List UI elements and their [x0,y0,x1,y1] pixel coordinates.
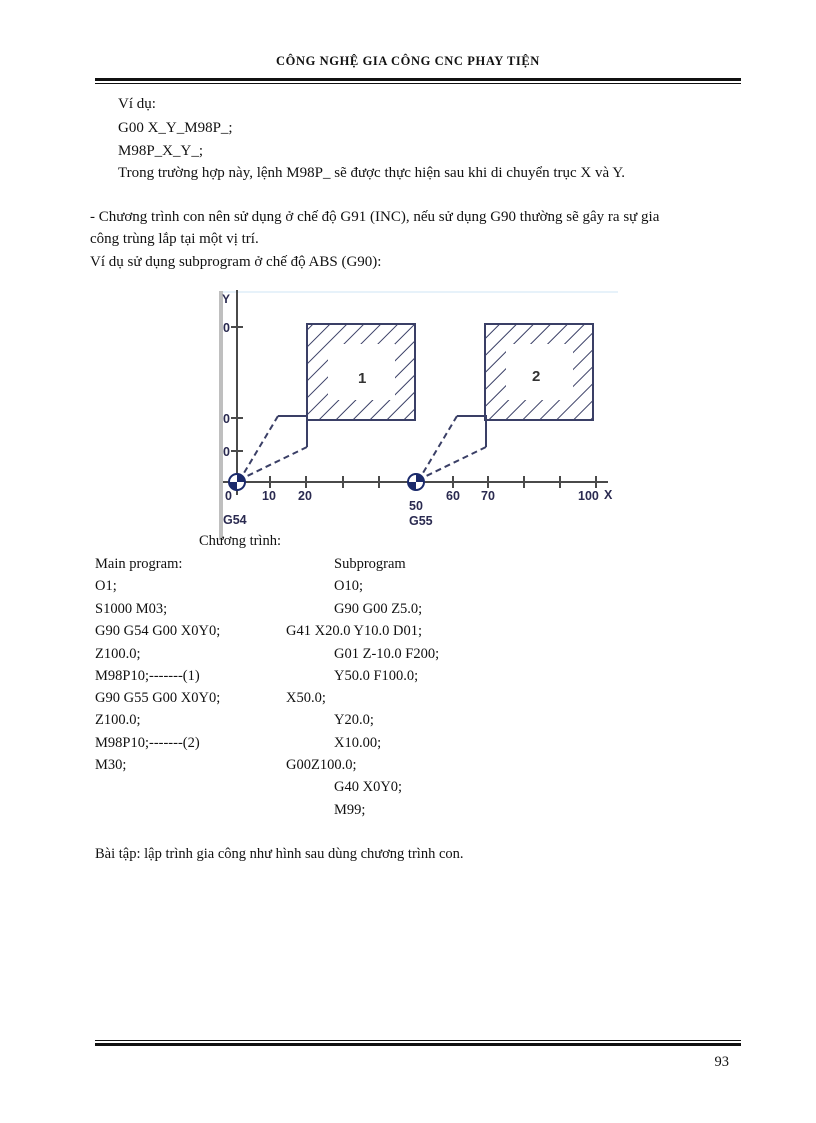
toolpath-2-dash-upper [420,416,457,478]
y-axis-label: Y [222,292,231,306]
toolpath-1-solid [278,416,307,447]
origin-g55-icon [408,474,424,490]
header-rule-thin [95,83,741,84]
main-line: M98P10;-------(2) [95,735,200,751]
main-line: O1; [95,578,117,594]
sub-line: G40 X0Y0; [334,779,403,795]
y-tick-label: 0 [223,412,230,426]
workpiece-1-label: 1 [358,370,367,387]
x-axis-label: X [604,488,613,502]
origin-g54-icon [229,474,245,490]
toolpath-2-solid [457,416,486,447]
note-line-2: công trùng lắp tại một vị trí. [90,231,259,247]
header-rule-thick [95,78,741,81]
x-tick-label: 50 [409,499,423,513]
sub-line: G01 Z-10.0 F200; [334,646,440,662]
exercise-text: Bài tập: lập trình gia công như hình sau dùng chương trình con. [95,846,464,862]
x-tick-label: 100 [578,489,599,503]
sub-line: X10.00; [334,735,382,751]
origin-g54-label: G54 [223,513,247,527]
workpiece-2-label: 2 [532,368,541,385]
footer-rule-thin [95,1040,741,1041]
example-line-2: M98P_X_Y_; [118,143,204,159]
sub-line: Y20.0; [334,712,374,728]
x-tick-label: 20 [298,489,312,503]
y-tick-label: 0 [223,445,230,459]
page-number: 93 [714,1054,729,1070]
origin-g55-label: G55 [409,514,433,528]
main-line: M30; [95,757,127,773]
x-tick-label: 0 [225,489,232,503]
main-line: G90 G55 G00 X0Y0; [95,690,221,706]
sub-line: O10; [334,578,363,594]
figure-caption: Chương trình: [199,533,281,549]
subprogram-figure [0,280,816,540]
x-tick-label: 60 [446,489,460,503]
y-tick-label: 0 [223,321,230,335]
sub-line: X50.0; [286,690,326,706]
sub-line: G00Z100.0; [286,757,357,773]
x-tick-label: 10 [262,489,276,503]
toolpath-1-dash-upper [241,416,278,478]
sub-line: G41 X20.0 Y10.0 D01; [286,623,423,639]
note-line-1: - Chương trình con nên sử dụng ở chế độ G91 (INC), nếu sử dụng G90 thường sẽ gây ra sự gia [90,209,660,225]
example-line-1: G00 X_Y_M98P_; [118,120,233,136]
note-line-3: Ví dụ sử dụng subprogram ở chế độ ABS (G90): [90,254,382,270]
main-line: M98P10;-------(1) [95,668,200,684]
main-line: S1000 M03; [95,601,168,617]
page-header-title: CÔNG NGHỆ GIA CÔNG CNC PHAY TIỆN [276,54,540,68]
main-program-header: Main program: [95,556,183,572]
footer-rule-thick [95,1043,741,1046]
sub-line: Y50.0 F100.0; [334,668,419,684]
subprogram-header: Subprogram [334,556,406,572]
x-tick-label: 70 [481,489,495,503]
main-line: Z100.0; [95,646,141,662]
main-line: Z100.0; [95,712,141,728]
sub-line: G90 G00 Z5.0; [334,601,423,617]
example-label: Ví dụ: [118,96,156,112]
main-line: G90 G54 G00 X0Y0; [95,623,221,639]
sub-line: M99; [334,802,366,818]
example-explanation: Trong trường hợp này, lệnh M98P_ sẽ được thực hiện sau khi di chuyển trục X và Y. [118,165,626,181]
